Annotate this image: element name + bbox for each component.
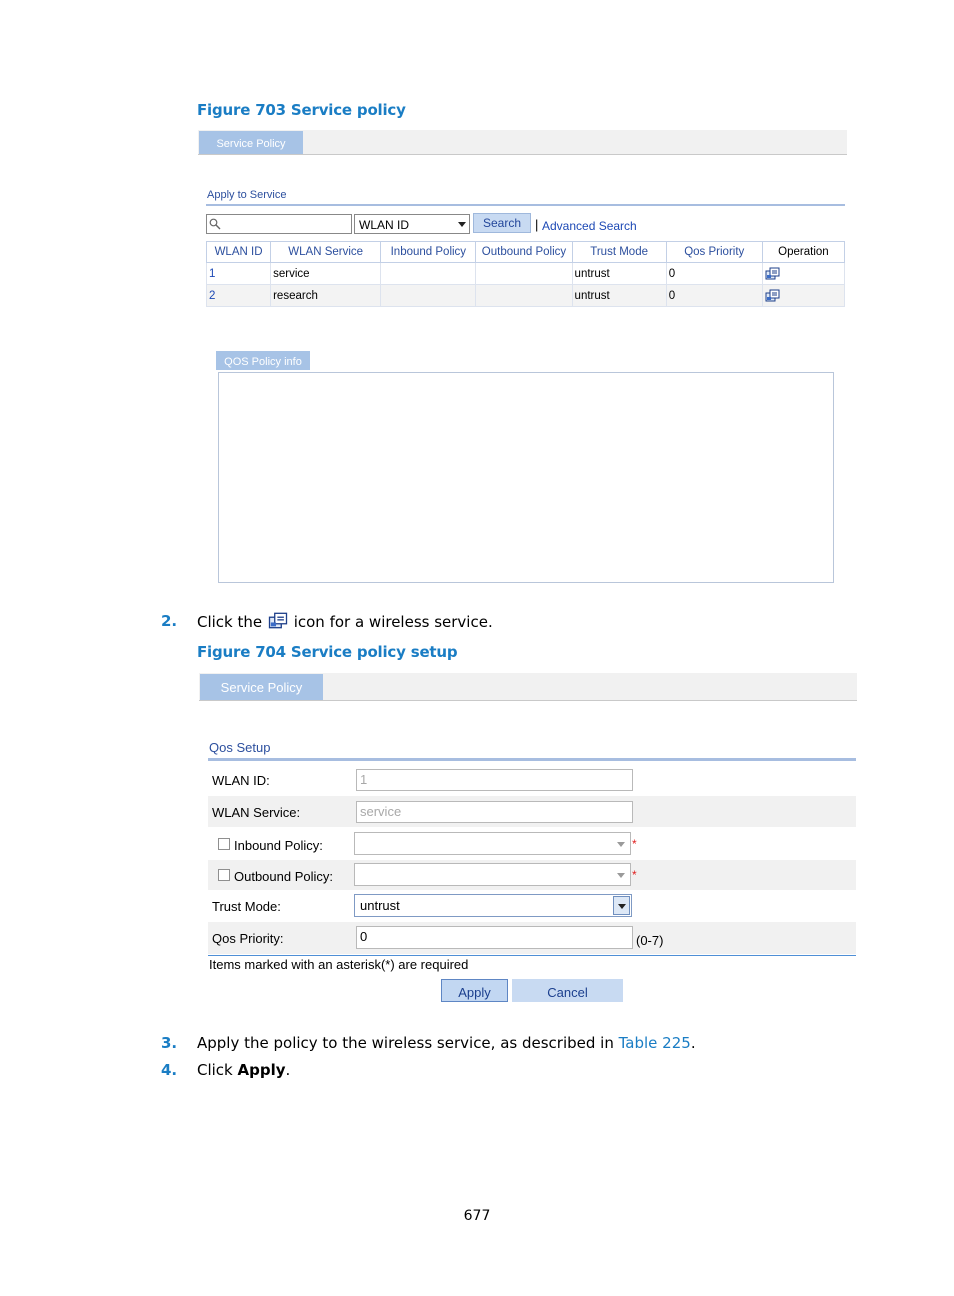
col-header-wlan-id[interactable]: WLAN ID: [207, 242, 271, 263]
step-3-number: 3.: [161, 1034, 178, 1052]
cell-trust-mode: untrust: [572, 285, 666, 307]
outbound-policy-checkbox[interactable]: [218, 869, 230, 881]
cancel-button[interactable]: Cancel: [512, 979, 623, 1002]
cell-qos-priority: 0: [666, 285, 762, 307]
trust-mode-dropdown-button[interactable]: [613, 896, 630, 915]
page-number: 677: [463, 1208, 491, 1224]
step-3-text: [197, 1034, 696, 1052]
chevron-down-icon: [617, 873, 625, 878]
form-row-wlan-service: [208, 796, 856, 827]
col-header-outbound-policy[interactable]: Outbound Policy: [476, 242, 572, 263]
qos-policy-info-panel: [218, 372, 834, 583]
figure-704-caption: Figure 704 Service policy setup: [197, 643, 458, 661]
inbound-policy-label: Inbound Policy:: [234, 838, 323, 853]
table-row: [207, 263, 845, 285]
cell-wlan-service: research: [271, 285, 381, 307]
col-header-inbound-policy[interactable]: Inbound Policy: [381, 242, 476, 263]
step-4-text-before: Click: [197, 1061, 233, 1079]
wlan-id-field: 1: [356, 769, 633, 791]
table-row: [207, 285, 845, 307]
step-4-number: 4.: [161, 1061, 178, 1079]
edit-policy-icon: [268, 612, 288, 629]
tab-service-policy[interactable]: Service Policy: [199, 131, 303, 154]
step-3-text-before: Apply the policy to the wireless service, as described in: [197, 1034, 614, 1052]
required-note: Items marked with an asterisk(*) are required: [209, 957, 469, 972]
section-divider: [208, 758, 856, 761]
wlan-service-field: service: [356, 801, 633, 823]
form-row-qos-priority: [208, 922, 856, 954]
step-3-text-after: .: [690, 1034, 696, 1052]
col-header-wlan-service[interactable]: WLAN Service: [271, 242, 381, 263]
search-field-select[interactable]: [354, 214, 470, 234]
fig704-tab-bar: [199, 673, 857, 701]
edit-policy-icon[interactable]: [765, 289, 780, 302]
wlan-service-label: WLAN Service:: [212, 805, 301, 820]
search-input[interactable]: [206, 214, 352, 234]
cell-inbound-policy: [381, 285, 476, 307]
step-2-text: [197, 612, 493, 631]
section-title-qos-setup: Qos Setup: [209, 740, 271, 755]
search-field-select-value: WLAN ID: [359, 218, 410, 232]
wlan-id-link[interactable]: 1: [209, 267, 216, 280]
edit-policy-icon[interactable]: [765, 267, 780, 280]
fig703-tab-bar: [198, 130, 847, 155]
apply-button[interactable]: Apply: [441, 979, 508, 1002]
inbound-policy-checkbox[interactable]: [218, 838, 230, 850]
cell-inbound-policy: [381, 263, 476, 285]
qos-priority-label: Qos Priority:: [212, 931, 284, 946]
step-2-text-after: icon for a wireless service.: [293, 613, 493, 631]
search-icon: [209, 218, 221, 230]
qos-policy-info-tab[interactable]: QOS Policy info: [216, 351, 310, 370]
section-title-apply-to-service: Apply to Service: [207, 189, 287, 201]
cell-qos-priority: 0: [666, 263, 762, 285]
service-policy-table: [206, 241, 845, 307]
chevron-down-icon: [458, 222, 466, 227]
cell-outbound-policy: [476, 285, 572, 307]
required-asterisk: *: [632, 837, 637, 851]
trust-mode-select[interactable]: [354, 894, 632, 917]
qos-priority-input[interactable]: 0: [356, 926, 633, 949]
tab-service-policy[interactable]: Service Policy: [200, 674, 323, 700]
required-asterisk: *: [632, 868, 637, 882]
chevron-down-icon: [618, 904, 626, 909]
search-button[interactable]: Search: [473, 213, 531, 233]
cell-wlan-service: service: [271, 263, 381, 285]
wlan-id-link[interactable]: 2: [209, 289, 216, 302]
step-2-number: 2.: [161, 612, 178, 630]
wlan-id-label: WLAN ID:: [212, 773, 270, 788]
form-bottom-rule: [208, 955, 856, 956]
col-header-operation: Operation: [762, 242, 844, 263]
form-row-wlan-id: [208, 764, 856, 795]
step-4-text-after: .: [285, 1061, 291, 1079]
separator: |: [535, 217, 539, 232]
form-row-trust-mode: [208, 891, 856, 921]
trust-mode-value: untrust: [360, 898, 400, 913]
form-row-outbound-policy: [208, 860, 856, 890]
step-4-text: [197, 1061, 290, 1079]
inbound-policy-select[interactable]: [354, 832, 631, 855]
outbound-policy-select[interactable]: [354, 863, 631, 886]
step-2-text-before: Click the: [197, 613, 263, 631]
cell-operation: [762, 285, 844, 307]
table-225-link[interactable]: Table 225: [618, 1034, 691, 1052]
cell-outbound-policy: [476, 263, 572, 285]
trust-mode-label: Trust Mode:: [212, 899, 281, 914]
chevron-down-icon: [617, 842, 625, 847]
section-divider: [206, 204, 845, 206]
col-header-qos-priority[interactable]: Qos Priority: [666, 242, 762, 263]
table-header-row: [207, 242, 845, 263]
outbound-policy-label: Outbound Policy:: [234, 869, 334, 884]
cell-trust-mode: untrust: [572, 263, 666, 285]
figure-703-caption: Figure 703 Service policy: [197, 101, 406, 119]
advanced-search-link[interactable]: Advanced Search: [542, 219, 637, 233]
col-header-trust-mode[interactable]: Trust Mode: [572, 242, 666, 263]
step-4-bold: Apply: [237, 1061, 286, 1079]
qos-priority-range-hint: (0-7): [636, 933, 664, 948]
cell-operation: [762, 263, 844, 285]
form-row-inbound-policy: [208, 828, 856, 859]
